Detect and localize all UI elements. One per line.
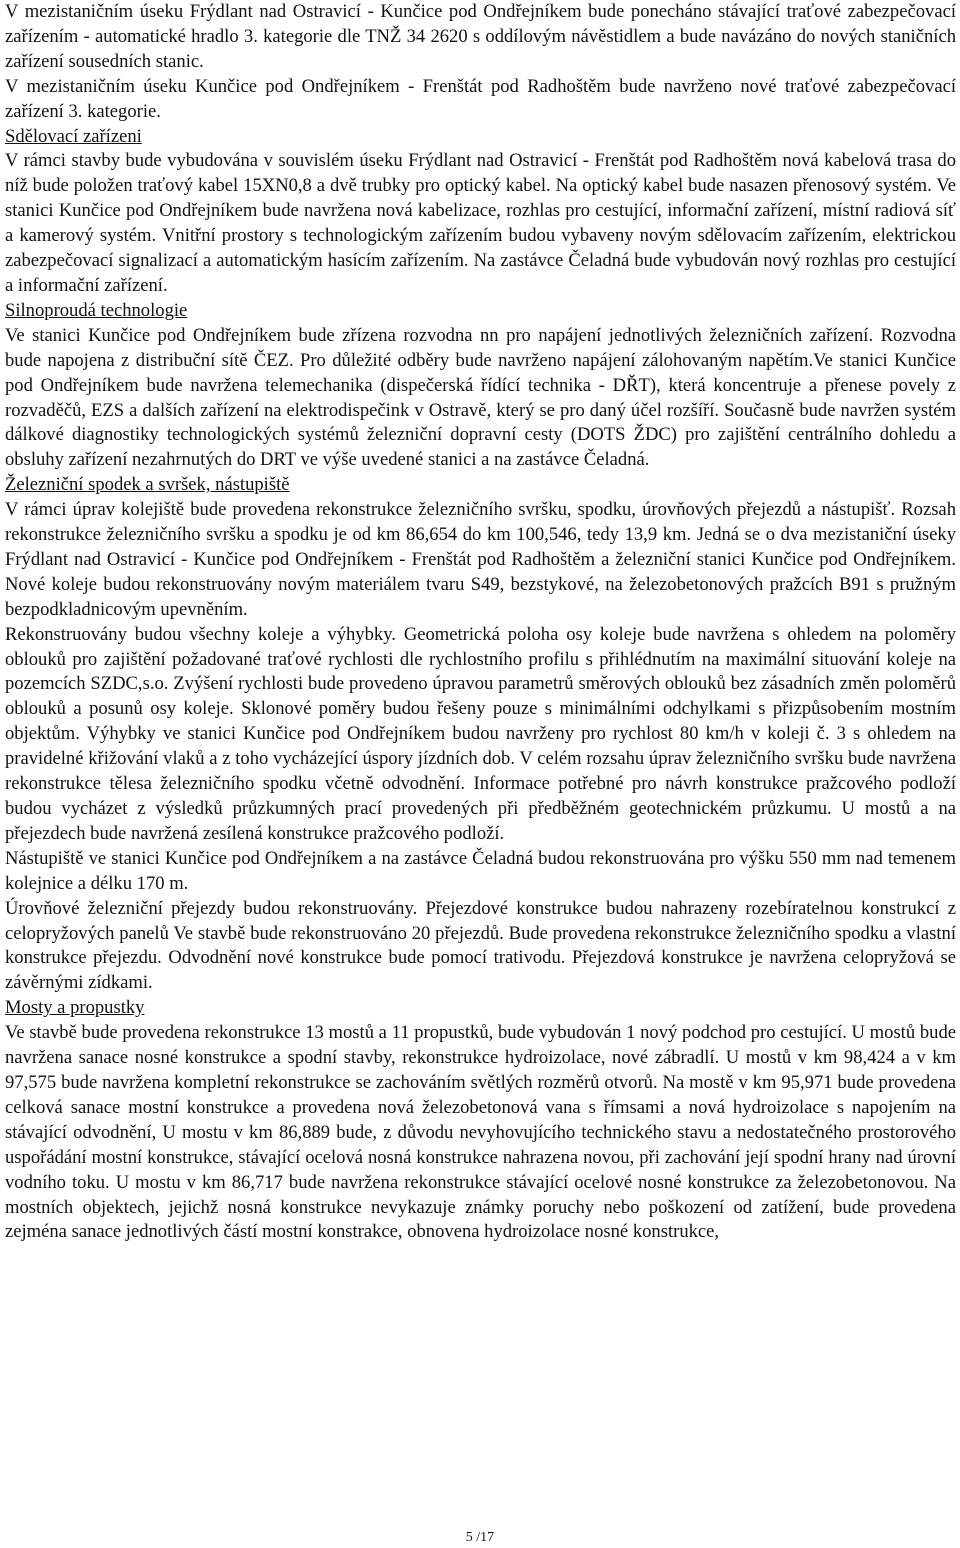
document-body <box>5 0 956 1245</box>
paragraph: Nástupiště ve stanici Kunčice pod Ondřejníkem a na zastávce Čeladná budou rekonstruována pro výšku 550 mm nad temenem kolejnice a délku 170 m. <box>5 847 956 894</box>
section-heading: Mosty a propustky <box>5 997 145 1019</box>
paragraph: V mezistaničním úseku Frýdlant nad Ostravicí - Kunčice pod Ondřejníkem bude ponecháno stávající traťové zabezpečovací zařízením - automatické hradlo 3. kategorie dle TNŽ 34 2620 s oddílovým návěstidlem a bude navázáno do nových staničních zařízení sousedních stanic. <box>5 1 956 72</box>
paragraph: V rámci stavby bude vybudována v souvislém úseku Frýdlant nad Ostravicí - Frenštát pod Radhoštěm nová kabelová trasa do níž bude položen traťový kabel 15XN0,8 a dvě trubky pro optický kabel. Na optický kabel bude nasazen přenosový systém. Ve stanici Kunčice pod Ondřejníkem bude navržena nová kabelizace, rozhlas pro cestující, informační zařízení, místní radiová síť a kamerový systém. Vnitřní prostory s technologickým zařízením budou vybaveny novým sdělovacím zařízením, elektrickou zabezpečovací signalizací a automatickým hasícím zařízením. Na zastávce Čeladná bude vybudován nový rozhlas pro cestující a informační zařízení. <box>5 150 956 296</box>
section-heading: Železniční spodek a svršek, nástupiště <box>5 474 290 496</box>
page-number: 5 /17 <box>465 1530 495 1545</box>
paragraph: V rámci úprav kolejiště bude provedena rekonstrukce železničního svršku, spodku, úrovňových přejezdů a nástupišť. Rozsah rekonstrukce železničního svršku a spodku je od km 86,654 do km 100,546, tedy 13,9 km. Jedná se o dva mezistaniční úseky Frýdlant nad Ostravicí - Kunčice pod Ondřejníkem - Frenštát pod Radhoštěm a železniční stanici Kunčice pod Ondřejníkem. Nové koleje budou rekonstruovány novým materiálem tvaru S49, bezstykové, na železobetonových pražcích B91 s pružným bezpodkladnicovým upevněním. <box>5 499 956 620</box>
section-heading: Silnoproudá technologie <box>5 299 188 321</box>
section-heading: Sdělovací zařízeni <box>5 125 142 147</box>
paragraph: Ve stavbě bude provedena rekonstrukce 13 mostů a 11 propustků, bude vybudován 1 nový podchod pro cestující. U mostů bude navržena sanace nosné konstrukce a spodní stavby, rekonstrukce hydroizolace, nové zábradlí. U mostů v km 98,424 a v km 97,575 bude navržena kompletní rekonstrukce se zachováním světlých rozměrů otvorů. Na mostě v km 95,971 bude provedena celková sanace mostní konstrukce a provedena nová železobetonová vana s římsami a nová hydroizolace s napojením na stávající odvodnění, U mostu v km 86,889 bude, z důvodu nevyhovujícího technického stavu a nedostatečného prostorového uspořádání mostní konstrukce, stávající ocelová nosná konstrukce nahrazena novou, při zachování její spodní hrany nad úrovní vodního toku. U mostu v km 86,717 bude navržena rekonstrukce stávající ocelové nosné konstrukce za železobetonovou. Na mostních objektech, jejichž nosná konstrukce nevykazuje známky poruchy nebo poškození od zatížení, bude provedena zejména sanace jednotlivých částí mostní konstrakce, obnovena hydroizolace nosné konstrukce, <box>5 1022 956 1243</box>
paragraph: Rekonstruovány budou všechny koleje a výhybky. Geometrická poloha osy koleje bude navržena s ohledem na poloměry oblouků pro zajištění požadované traťové rychlosti dle rychlostního profilu s přihlédnutím na maximální situování koleje na pozemcích SZDC,s.o. Zvýšení rychlosti bude provedeno úpravou parametrů směrových oblouků bez zásadních změn poloměrů oblouků a posunů osy koleje. Sklonové poměry budou řešeny pouze s minimálními odchylkami s přizpůsobením mostním objektům. Výhybky ve stanici Kunčice pod Ondřejníkem budou navrženy pro rychlost 80 km/h v koleji č. 3 s ohledem na pravidelné křižování vlaků a z toho vycházející úspory jízdních dob. V celém rozsahu úprav železničního svršku bude navržena rekonstrukce tělesa železničního spodku včetně odvodnění. Informace potřebné pro návrh konstrukce pražcového podloží budou vycházet z výsledků průzkumných prací provedených při předběžném geotechnickém průzkumu. U mostů a na přejezdech bude navržená zesílená konstrukce pražcového podloží. <box>5 623 956 844</box>
paragraph: Ve stanici Kunčice pod Ondřejníkem bude zřízena rozvodna nn pro napájení jednotlivých železničních zařízení. Rozvodna bude napojena z distribuční sítě ČEZ. Pro důležité odběry bude navrženo napájení zálohovaným napětím.Ve stanici Kunčice pod Ondřejníkem bude navržena telemechanika (dispečerská řídící technika - DŘT), která koncentruje a přenese povely z rozvaděčů, EZS a dalších zařízení na elektrodispečink v Ostravě, který se pro daný účel rozšíří. Současně bude navržen systém dálkové diagnostiky technologických systémů železniční dopravní cesty (DOTS ŽDC) pro zajištění centrálního dohledu a obsluhy zařízení nezahrnutých do DRT ve výše uvedené stanici a na zastávce Čeladná. <box>5 324 956 471</box>
paragraph: Úrovňové železniční přejezdy budou rekonstruovány. Přejezdové konstrukce budou nahrazeny rozebíratelnou konstrukcí z celopryžových panelů Ve stavbě bude rekonstruováno 20 přejezdů. Bude provedena rekonstrukce železničního spodku a vlastní konstrukce přejezdu. Odvodnění nové konstrukce bude pomocí trativodu. Přejezdová konstrukce je navržena celopryžová se závěrnými zídkami. <box>5 897 956 994</box>
paragraph: V mezistaničním úseku Kunčice pod Ondřejníkem - Frenštát pod Radhoštěm bude navrženo nové traťové zabezpečovací zařízení 3. kategorie. <box>5 75 956 122</box>
